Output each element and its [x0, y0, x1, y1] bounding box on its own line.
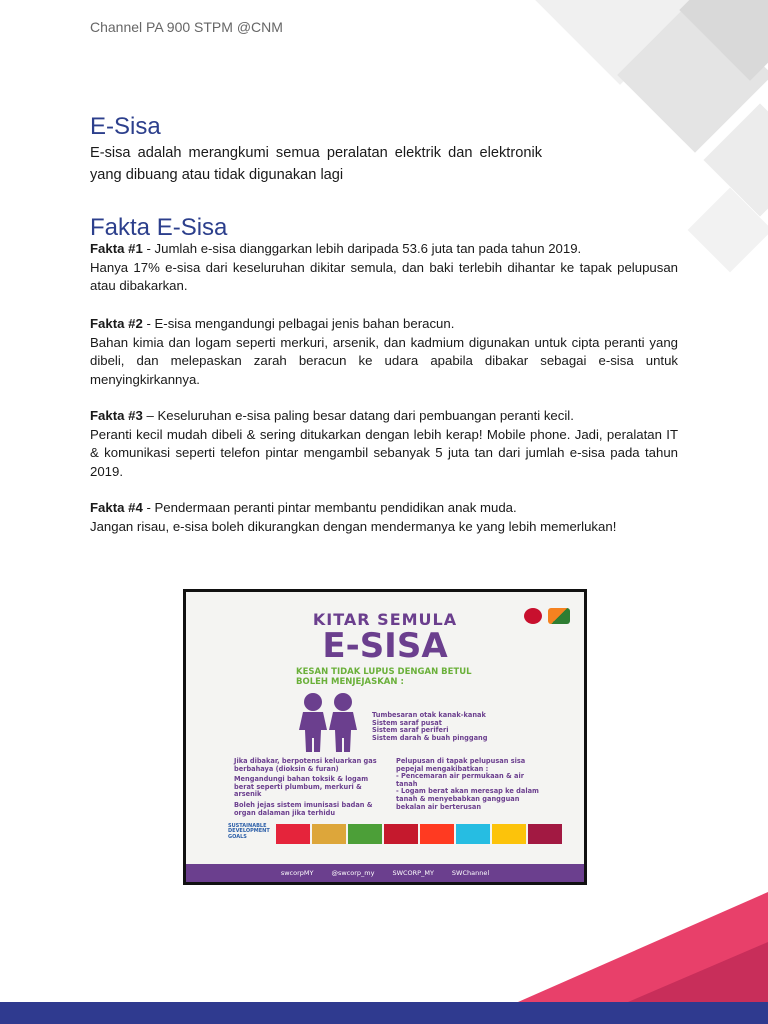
fact-label: Fakta #1: [90, 241, 143, 256]
sdg-goal-icon: [456, 824, 490, 844]
effects-list: [372, 712, 487, 742]
fact-head: – Keseluruhan e-sisa paling besar datang dari pembuangan peranti kecil.: [142, 408, 574, 423]
youtube-handle: SWChannel: [451, 869, 490, 877]
section-title-esisa: E-Sisa: [90, 113, 161, 140]
fact-head: - Pendermaan peranti pintar membantu pendidikan anak muda.: [142, 500, 517, 515]
instagram-handle: SWCORP_MY: [392, 869, 434, 877]
fact-3: [90, 407, 678, 481]
list-item: Tumbesaran otak kanak-kanak: [372, 711, 486, 719]
list-item: - Logam berat akan meresap ke dalam tanah & menyebabkan gangguan bekalan air berterusan: [396, 787, 539, 811]
poster-subtitle: KESAN TIDAK LUPUS DENGAN BETUL BOLEH MENJEJASKAN :: [296, 667, 472, 687]
pink-corner-decoration-dark: [628, 942, 768, 1002]
right-points: [396, 758, 546, 811]
list-item: Boleh jejas sistem imunisasi badan & organ dalaman jika terhidu: [234, 800, 373, 817]
poster-footer: [186, 864, 584, 882]
sdg-goal-icon: [348, 824, 382, 844]
bottom-bar: [0, 1002, 768, 1024]
list-item: Jika dibakar, berpotensi keluarkan gas berbahaya (dioksin & furan): [234, 757, 377, 773]
sdg-goal-icon: [276, 824, 310, 844]
twitter-handle: @swcorp_my: [331, 869, 375, 877]
sdg-goal-icon: [384, 824, 418, 844]
left-points: [234, 758, 384, 817]
list-item: Sistem saraf pusat: [372, 718, 442, 727]
fact-body: Jangan risau, e-sisa boleh dikurangkan dengan mendermanya ke yang lebih memerlukan!: [90, 518, 617, 534]
fact-head: - Jumlah e-sisa dianggarkan lebih daripada 53.6 juta tan pada tahun 2019.: [142, 241, 582, 256]
poster-title-line1: KITAR SEMULA: [312, 610, 458, 629]
sdg-goal-icon: [492, 824, 526, 844]
section-title-fakta: Fakta E-Sisa: [90, 214, 228, 241]
list-item: Sistem darah & buah pinggang: [372, 733, 488, 742]
sdg-label: SUSTAINABLE DEVELOPMENT GOALS: [228, 823, 270, 840]
sdg-goal-icon: [420, 824, 454, 844]
fact-2: [90, 315, 678, 389]
intro-text: E-sisa adalah merangkumi semua peralatan elektrik dan elektronik yang dibuang atau tidak digunakan lagi: [90, 145, 542, 183]
poster-title-line2: E-SISA: [322, 626, 448, 666]
fact-4: [90, 499, 678, 536]
fact-label: Fakta #4: [90, 500, 143, 515]
sdg-goal-icon: [528, 824, 562, 844]
facebook-handle: swcorpMY: [280, 869, 314, 877]
fact-head: - E-sisa mengandungi pelbagai jenis bahan beracun.: [142, 316, 455, 331]
sdg-goal-icon: [312, 824, 346, 844]
list-item: Pelupusan di tapak pelupusan sisa pepejal mengakibatkan :: [396, 757, 526, 773]
fact-1: [90, 240, 678, 296]
kitar-semula-poster: [183, 589, 587, 885]
fact-label: Fakta #3: [90, 408, 143, 423]
fact-body: Bahan kimia dan logam seperti merkuri, arsenik, dan kadmium digunakan untuk cipta peranti yang dibeli, dan melepaskan zarah beracun ke udara apabila dibakar sebagai e-sisa untuk menyingkirkannya.: [90, 334, 678, 387]
list-item: Sistem saraf periferi: [372, 726, 449, 735]
sdg-boxes: [276, 824, 562, 844]
fact-body: Hanya 17% e-sisa dari keseluruhan dikitar semula, dan baki terlebih dihantar ke tapak pelupusan atau dibakarkan.: [90, 259, 678, 293]
channel-header: Channel PA 900 STPM @CNM: [90, 19, 283, 35]
fact-body: Peranti kecil mudah dibeli & sering ditukarkan dengan lebih kerap! Mobile phone. Jadi, peralatan IT & komunikasi seperti telefon pintar mengambil sebanyak 5 juta tan dari jumlah e-sisa pada tahun 2019.: [90, 426, 678, 479]
list-item: - Pencemaran air permukaan & air tanah: [396, 772, 524, 788]
sdg-strip: [228, 824, 562, 844]
children-silhouette-icon: [291, 692, 371, 752]
fact-label: Fakta #2: [90, 316, 143, 331]
list-item: Mengandungi bahan toksik & logam berat seperti plumbum, merkuri & arsenik: [234, 775, 369, 799]
